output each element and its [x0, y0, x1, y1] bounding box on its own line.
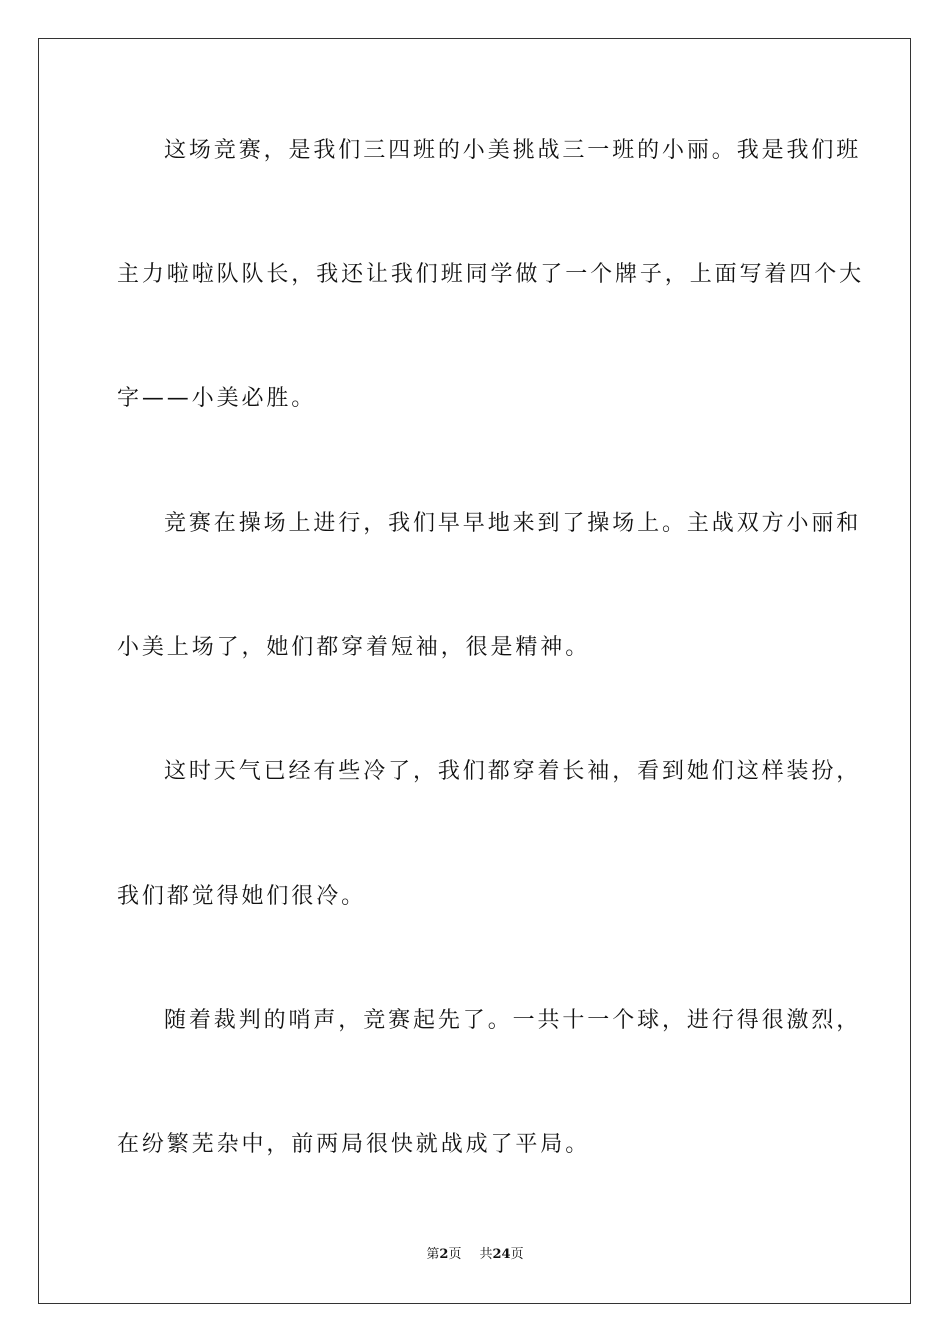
page-footer	[0, 1246, 950, 1264]
total-prefix: 共	[479, 1247, 493, 1262]
paragraph-2-line-2: 小美上场了，她们都穿着短袖，很是精神。	[117, 635, 591, 660]
page-suffix: 页	[448, 1247, 462, 1262]
paragraph-3-line-2: 我们都觉得她们很冷。	[117, 884, 367, 909]
paragraph-4-line-2: 在纷繁芜杂中，前两局很快就战成了平局。	[117, 1132, 591, 1157]
page-prefix: 第	[426, 1247, 440, 1262]
total-pages: 24	[492, 1247, 511, 1262]
page-number: 2	[439, 1247, 449, 1262]
paragraph-3-line-1: 这时天气已经有些冷了，我们都穿着长袖，看到她们这样装扮，	[164, 759, 862, 784]
paragraph-1-line-3: 字——小美必胜。	[117, 386, 317, 411]
paragraph-1-line-2: 主力啦啦队队长，我还让我们班同学做了一个牌子，上面写着四个大	[117, 262, 865, 287]
page-border	[38, 38, 911, 1304]
paragraph-4-line-1: 随着裁判的哨声，竞赛起先了。一共十一个球，进行得很激烈，	[164, 1008, 862, 1033]
paragraph-2-line-1: 竞赛在操场上进行，我们早早地来到了操场上。主战双方小丽和	[164, 511, 862, 536]
total-suffix: 页	[510, 1247, 524, 1262]
paragraph-1-line-1: 这场竞赛，是我们三四班的小美挑战三一班的小丽。我是我们班	[164, 138, 862, 163]
